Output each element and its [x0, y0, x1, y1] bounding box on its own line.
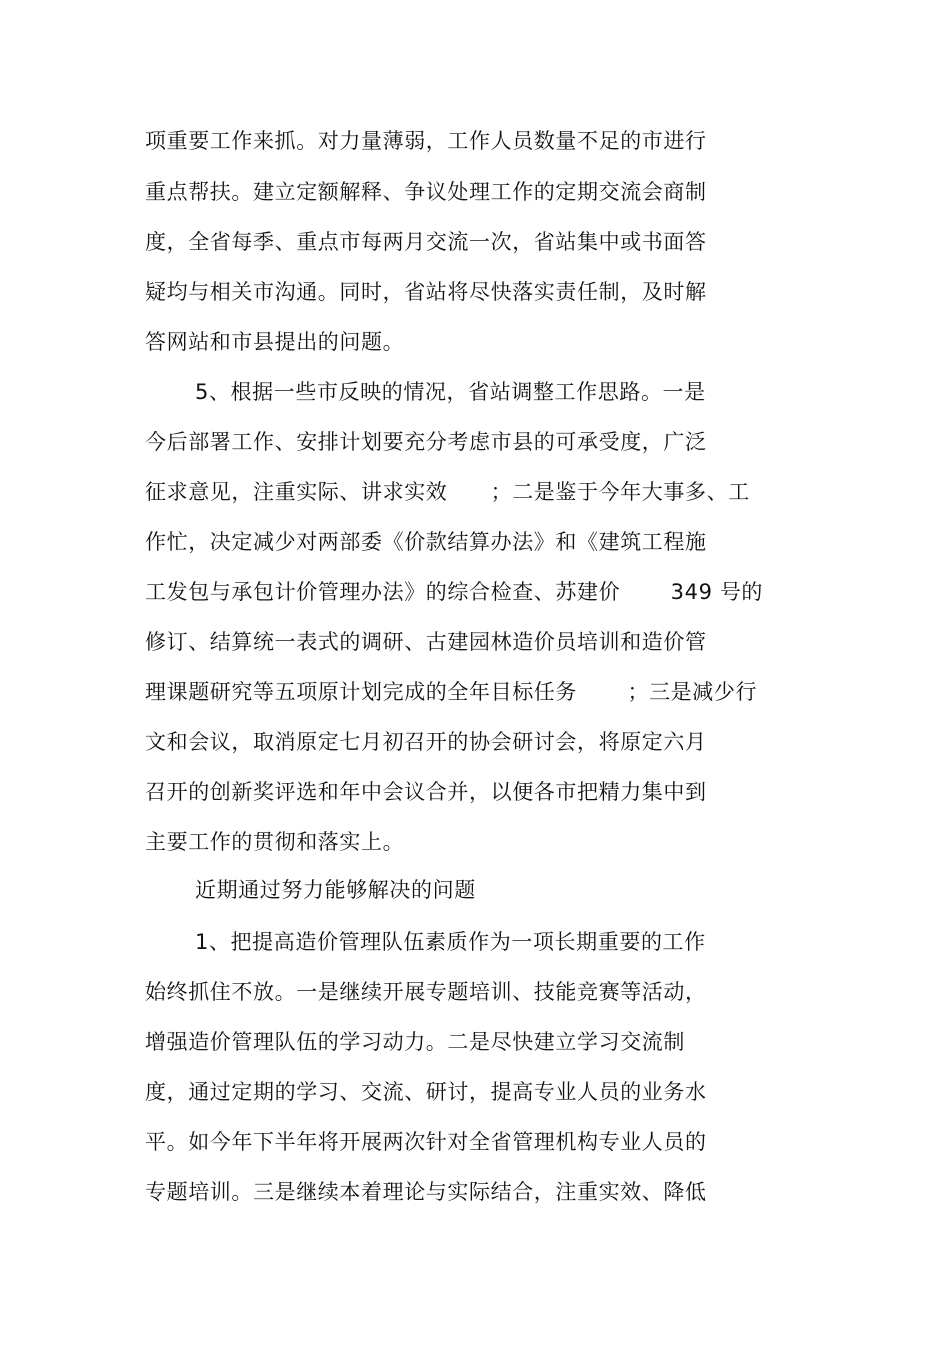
text-line: 度，全省每季、重点市每两月交流一次，省站集中或书面答	[145, 230, 707, 254]
text-line: 文和会议，取消原定七月初召开的协会研讨会，将原定六月	[145, 730, 707, 754]
text-line: 征求意见，注重实际、讲求实效 ；二是鉴于今年大事多、工	[145, 480, 750, 504]
text-line: 召开的创新奖评选和年中会议合并，以便各市把精力集中到	[145, 780, 707, 804]
text-line: 作忙，决定减少对两部委《价款结算办法》和《建筑工程施	[145, 530, 707, 554]
paragraph-start-line: 1、把提高造价管理队伍素质作为一项长期重要的工作	[195, 930, 706, 954]
text-line: 工发包与承包计价管理办法》的综合检查、苏建价 349 号的	[145, 580, 764, 604]
text-line: 始终抓住不放。一是继续开展专题培训、技能竞赛等活动，	[145, 980, 707, 1004]
text-line: 专题培训。三是继续本着理论与实际结合，注重实效、降低	[145, 1180, 707, 1204]
text-line: 修订、结算统一表式的调研、古建园林造价员培训和造价管	[145, 630, 707, 654]
text-line: 今后部署工作、安排计划要充分考虑市县的可承受度，广泛	[145, 430, 707, 454]
text-line: 主要工作的贯彻和落实上。	[145, 830, 405, 854]
text-line: 增强造价管理队伍的学习动力。二是尽快建立学习交流制	[145, 1030, 685, 1054]
section-heading: 近期通过努力能够解决的问题	[195, 878, 476, 902]
text-line: 度，通过定期的学习、交流、研讨，提高专业人员的业务水	[145, 1080, 707, 1104]
paragraph-start-line: 5、根据一些市反映的情况，省站调整工作思路。一是	[195, 380, 706, 404]
text-line: 理课题研究等五项原计划完成的全年目标任务 ；三是减少行	[145, 680, 758, 704]
text-line: 平。如今年下半年将开展两次针对全省管理机构专业人员的	[145, 1130, 707, 1154]
text-line: 项重要工作来抓。对力量薄弱，工作人员数量不足的市进行	[145, 129, 707, 153]
text-line: 重点帮扶。建立定额解释、争议处理工作的定期交流会商制	[145, 180, 707, 204]
text-line: 答网站和市县提出的问题。	[145, 330, 405, 354]
text-line: 疑均与相关市沟通。同时，省站将尽快落实责任制，及时解	[145, 280, 707, 304]
